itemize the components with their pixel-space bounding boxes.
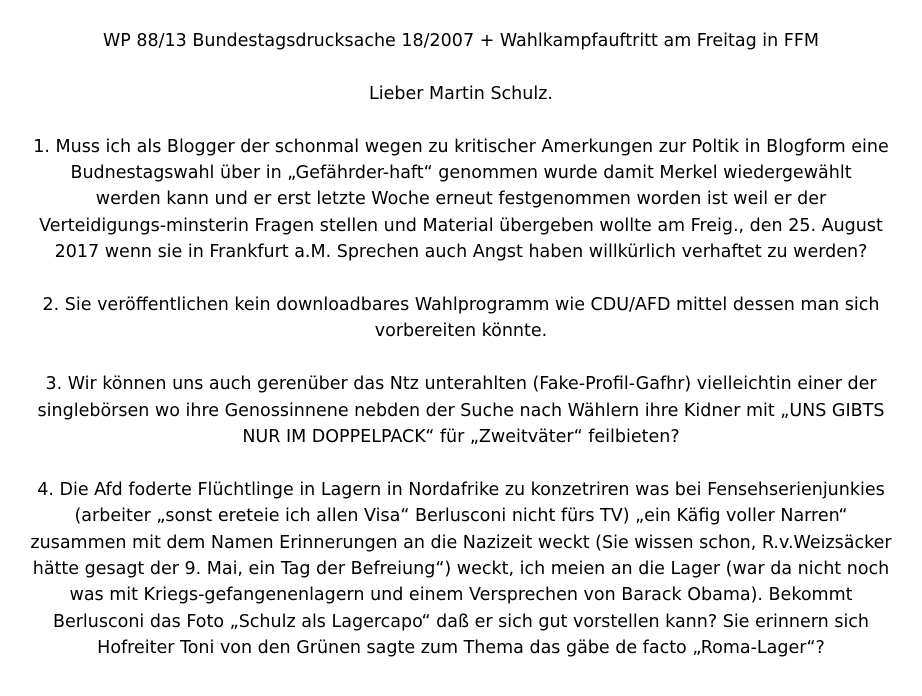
spacer xyxy=(8,107,914,133)
paragraph-2 xyxy=(8,292,914,345)
salutation: Lieber Martin Schulz. xyxy=(369,83,553,104)
paragraph-1 xyxy=(8,134,914,266)
paragraph-line: 2. Sie veröffentlichen kein downloadbares Wahlprogramm wie CDU/AFD mittel dessen man sich xyxy=(42,295,880,316)
paragraph-3 xyxy=(8,371,914,450)
paragraph-line: Budnestagswahl über in „Gefährder-haft“ genommen wurde damit Merkel wiedergewählt xyxy=(70,163,852,183)
document-title: WP 88/13 Bundestagsdrucksache 18/2007 + Wahlkampfauftritt am Freitag in FFM xyxy=(102,31,820,51)
paragraph-line: 2017 wenn sie in Frankfurt a.M. Sprechen auch Angst haben willkürlich verhaftet zu werden? xyxy=(54,242,868,263)
paragraph-line: vorbereiten könnte. xyxy=(374,321,548,342)
paragraph-line: was mit Kriegs-gefangenenlagern und einem Versprechen von Barack Obama). Bekommt xyxy=(69,585,853,606)
spacer xyxy=(8,266,914,292)
paragraph-line: singlebörsen wo ihre Genossinnene nebden der Suche nach Wählern ihre Kidner mit „UNS GIBTS xyxy=(37,400,885,421)
paragraph-line: Hofreiter Toni von den Grünen sagte zum Thema das gäbe de facto „Roma-Lager“? xyxy=(97,638,825,659)
paragraph-4 xyxy=(8,477,914,662)
paragraph-line: hätte gesagt der 9. Mai, ein Tag der Befreiung“) weckt, ich meien an die Lager (war da nicht noch xyxy=(32,559,890,580)
paragraph-line: zusammen mit dem Namen Erinnerungen an die Nazizeit weckt (Sie wissen schon, R.v.Weizsäcker xyxy=(30,532,892,553)
paragraph-line: Berlusconi das Foto „Schulz als Lagercapo“ daß er sich gut vorstellen kann? Sie erinnern sich xyxy=(52,611,870,632)
paragraph-line: Verteidigungs-minsterin Fragen stellen und Material übergeben wollte am Freig., den 25. August xyxy=(39,215,883,236)
paragraph-line: 1. Muss ich als Blogger der schonmal wegen zu kritischer Amerkungen zur Poltik in Blogform eine xyxy=(33,136,889,157)
paragraph-line: (arbeiter „sonst ereteie ich allen Visa“ Berlusconi nicht fürs TV) „ein Käfig voller Narren“ xyxy=(74,506,848,527)
paragraph-line: NUR IM DOPPELPACK“ für „Zweitväter“ feilbieten? xyxy=(242,427,680,448)
spacer xyxy=(8,54,914,80)
paragraph-line: werden kann und er erst letzte Woche erneut festgenommen worden ist weil er der xyxy=(95,189,827,210)
paragraph-line: 4. Die Afd foderte Flüchtlinge in Lagern in Nordafrike zu konzetriren was bei Fensehserienjunkies xyxy=(37,479,885,500)
spacer xyxy=(8,450,914,476)
spacer xyxy=(8,345,914,371)
paragraph-line: 3. Wir können uns auch gerenüber das Ntz unterahlten (Fake-Profil-Gafhr) vielleichtin einer der xyxy=(45,374,877,395)
